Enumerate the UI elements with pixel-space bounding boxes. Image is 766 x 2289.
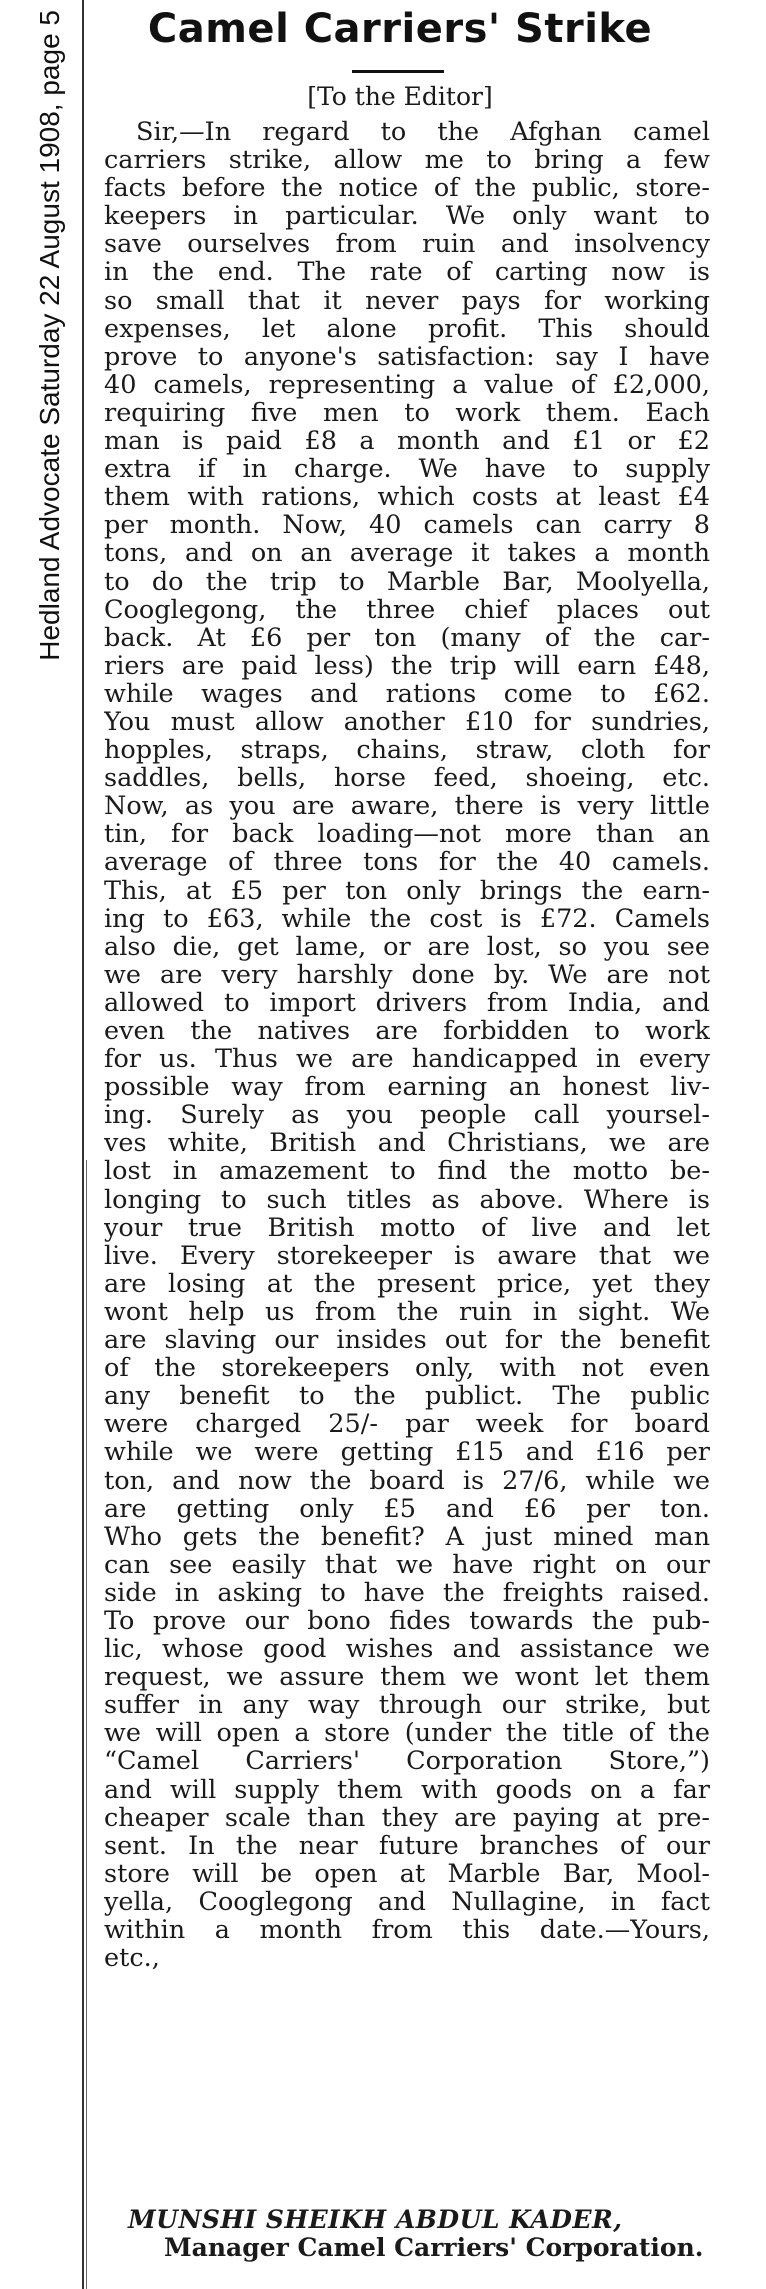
body-line: riers are paid less) the trip will earn £48, [104, 651, 710, 680]
body-line: extra if in charge. We have to supply [104, 455, 710, 484]
body-line: side in asking to have the freights raised. [104, 1578, 710, 1607]
body-line: cheaper scale than they are paying at pre- [104, 1803, 710, 1832]
body-line: store will be open at Marble Bar, Mool- [104, 1859, 710, 1888]
body-line: even the natives are forbidden to work [104, 1017, 710, 1046]
body-line: of the storekeepers only, with not even [104, 1354, 710, 1383]
body-line: and will supply them with goods on a far [104, 1775, 710, 1804]
body-line: them with rations, which costs at least £4 [104, 483, 710, 512]
body-line: possible way from earning an honest liv- [104, 1073, 710, 1102]
body-line: also die, get lame, or are lost, so you see [104, 932, 710, 961]
body-line: so small that it never pays for working [104, 286, 710, 315]
body-line: per month. Now, 40 camels can carry 8 [104, 511, 710, 540]
body-line: prove to anyone's satisfaction: say I have [104, 342, 710, 371]
article-body [104, 118, 710, 1972]
body-line: Who gets the benefit? A just mined man [104, 1522, 710, 1551]
headline-rule [352, 70, 444, 73]
signature-name: MUNSHI SHEIKH ABDUL KADER, [128, 2205, 623, 2234]
body-line: can see easily that we have right on our [104, 1550, 710, 1579]
body-line: etc., [104, 1944, 160, 1973]
article-signature [104, 2206, 710, 2262]
body-line: yella, Cooglegong and Nullagine, in fact [104, 1887, 710, 1916]
body-line: keepers in particular. We only want to [104, 202, 710, 231]
body-line: average of three tons for the 40 camels. [104, 848, 710, 877]
body-line: lost in amazement to find the motto be- [104, 1157, 710, 1186]
body-line: allowed to import drivers from India, and [104, 988, 710, 1017]
body-line: we will open a store (under the title of the [104, 1719, 710, 1748]
body-line: while we were getting £15 and £16 per [104, 1438, 710, 1467]
body-line: You must allow another £10 for sundries, [104, 707, 710, 737]
body-line: To prove our bono fides towards the pub- [104, 1606, 710, 1636]
body-line: were charged 25/- par week for board [104, 1410, 710, 1439]
body-line: This, at £5 per ton only brings the earn- [104, 876, 710, 905]
body-line: are getting only £5 and £6 per ton. [104, 1494, 710, 1523]
body-line: requiring five men to work them. Each [104, 398, 710, 428]
body-line: wont help us from the ruin in sight. We [104, 1297, 710, 1327]
body-line: for us. Thus we are handicapped in every [104, 1045, 710, 1074]
body-line: tin, for back loading—not more than an [104, 820, 710, 849]
body-line: Sir,—In regard to the Afghan camel [136, 118, 710, 147]
body-line: ves white, British and Christians, we are [104, 1129, 710, 1158]
body-line: longing to such titles as above. Where is [104, 1185, 710, 1214]
body-line: sent. In the near future branches of our [104, 1831, 710, 1860]
body-line: lic, whose good wishes and assistance we [104, 1635, 710, 1664]
body-line: are losing at the present price, yet they [104, 1269, 710, 1298]
body-line: we are very harshly done by. We are not [104, 960, 710, 989]
body-line: back. At £6 per ton (many of the car- [104, 623, 710, 652]
body-line: saddles, bells, horse feed, shoeing, etc. [104, 764, 710, 793]
body-line: man is paid £8 a month and £1 or £2 [104, 427, 710, 456]
body-line: Now, as you are aware, there is very little [104, 792, 710, 821]
body-line: any benefit to the publict. The public [104, 1382, 710, 1411]
column-border-inner [86, 1160, 87, 2289]
body-line: ing. Surely as you people call yoursel- [104, 1101, 710, 1130]
source-caption: Hedland Advocate Saturday 22 August 1908, page 5 [34, 10, 65, 661]
body-line: save ourselves from ruin and insolvency [104, 230, 710, 259]
body-line: tons, and on an average it takes a month [104, 539, 710, 568]
body-line: are slaving our insides out for the benefit [104, 1326, 710, 1355]
body-line: within a month from this date.—Yours, [104, 1916, 710, 1945]
body-line: live. Every storekeeper is aware that we [104, 1241, 710, 1270]
body-line: request, we assure them we wont let them [104, 1663, 710, 1692]
body-line: to do the trip to Marble Bar, Moolyella, [104, 567, 710, 596]
body-line: suffer in any way through our strike, but [104, 1691, 710, 1720]
body-line: Cooglegong, the three chief places out [104, 595, 710, 624]
column-border [82, 0, 84, 2289]
body-line: facts before the notice of the public, store- [104, 174, 710, 203]
article-headline: Camel Carriers' Strike [147, 6, 653, 52]
body-line: while wages and rations come to £62. [104, 679, 710, 708]
body-line: “Camel Carriers' Corporation Store,”) [104, 1747, 710, 1776]
article-dateline: [To the Editor] [307, 82, 493, 111]
body-line: hopples, straps, chains, straw, cloth for [104, 736, 710, 765]
body-line: ton, and now the board is 27/6, while we [104, 1466, 710, 1495]
signature-title: Manager Camel Carriers' Corporation. [164, 2233, 704, 2262]
body-line: carriers strike, allow me to bring a few [104, 146, 710, 175]
body-line: expenses, let alone profit. This should [104, 314, 710, 343]
body-line: ing to £63, while the cost is £72. Camels [104, 904, 710, 933]
body-line: in the end. The rate of carting now is [104, 258, 710, 287]
body-line: your true British motto of live and let [104, 1213, 710, 1242]
body-line: 40 camels, representing a value of £2,000, [104, 370, 710, 399]
